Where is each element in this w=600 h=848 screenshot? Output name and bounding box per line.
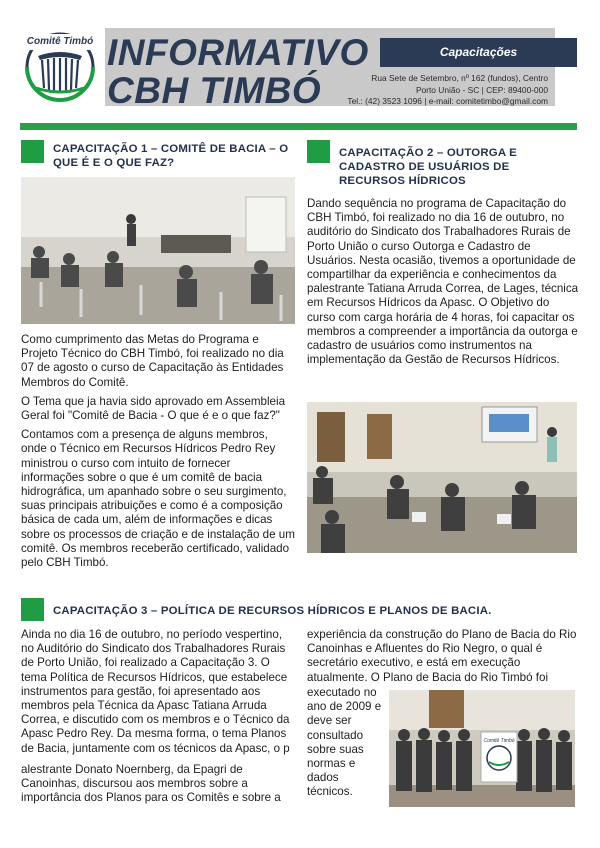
article3-right-paragraph-2: executado no ano de 2009 e deve ser consultado sobre suas normas e dados técnicos. [307, 686, 382, 799]
article3-right-paragraph-1: experiência da construção do Plano de Bacia do Rio Canoinhas e Afluentes do Rio Negro, o qual é secretário executivo, e está em execução atualmente. O Plano de Bacia do Rio Timbó foi [307, 628, 577, 684]
article1-title: CAPACITAÇÃO 1 – COMITÊ DE BACIA – O QUE É E O QUE FAZ? [53, 143, 289, 169]
title-line-1: INFORMATIVO [107, 32, 369, 73]
logo-text: Comitê Timbó [26, 36, 94, 47]
article1-marker [21, 140, 44, 163]
article2-body [307, 197, 579, 372]
address-line-3: Tel.: (42) 3523 1096 | e-mail: comitetimbo@gmail.com [347, 96, 548, 106]
title-line-2: CBH TIMBÓ [107, 70, 322, 111]
contact-address [347, 73, 548, 108]
article3-left-column [21, 628, 297, 810]
article3-left-paragraph-1: Ainda no dia 16 de outubro, no período vespertino, no Auditório do Sindicato dos Trabalhadores Rurais de Porto União, foi realizado a Capacitação 3. O tema Política de Recursos Hídricos, que estabelece instrumentos para gestão, foi apresentado aos membros pela Técnica da Apasc Tatiana Arruda Correa, e discutido com os membros e o Técnico da Apasc Pedro Rey. Da mesma forma, o tema Planos de Bacia, juntamente com os técnicos da Apasc, o p [21, 628, 290, 755]
article3-left-paragraph-2: alestrante Donato Noernberg, da Epagri de Canoinhas, discursou aos membros sobre a importância dos Planos para os Comitês e sobre a [21, 762, 281, 805]
article1-paragraph-1: Como cumprimento das Metas do Programa e Projeto Técnico do CBH Timbó, foi realizado no dia 07 de agosto o curso de Capacitação às Entidades Membros do Comitê. [21, 333, 284, 389]
banner-text: Comitê Timbó [483, 738, 515, 744]
cbh-timbo-logo [20, 22, 100, 104]
article2-photo [307, 402, 577, 553]
article3-right-column [307, 628, 579, 690]
address-line-1: Rua Sete de Setembro, nº 162 (fundos), Centro [371, 73, 548, 83]
article3-group-photo [389, 690, 575, 807]
article3-marker [21, 598, 44, 621]
article2-title: CAPACITAÇÃO 2 – OUTORGA E CADASTRO DE USUÁRIOS DE RECURSOS HÍDRICOS [339, 147, 517, 187]
article1-body [21, 333, 295, 575]
article1-paragraph-2: O Tema que ja havia sido aprovado em Assembleia Geral foi "Comitê de Bacia - O que é e o que faz?" [21, 394, 286, 423]
section-label: Capacitações [380, 38, 577, 67]
address-line-2: Porto União - SC | CEP: 89400-000 [415, 84, 548, 95]
article2-paragraph-1: Dando sequência no programa de Capacitação do CBH Timbó, foi realizado no dia 16 de outubro, no auditório do Sindicato dos Trabalhadores Rurais de Porto União o curso Outorga e Cadastro de Usuários. Nesta ocasião, tivemos a oportunidade de compartilhar da experiência e conhecimentos da palestrante Tatiana Arruda Correa, de Lages, técnica em Recursos Hídricos da Apasc. O Objetivo do curso com carga horária de 4 horas, foi capacitar os membros a compreender a importância da outorga e cadastro de usuários como instrumentos na implementação da Gestão de Recursos Hídricos. [307, 197, 579, 367]
article1-photo [21, 177, 295, 324]
article1-paragraph-3: Contamos com a presença de alguns membros, onde o Técnico em Recursos Hídricos Pedro Rey ministrou o curso com intuito de fornecer informações sobre o que é um comitê de bacia hidrográfica, um apanhado sobre o seu surgimento, suas principais atribuições e como é a composição básica de cada um, além de informações e dicas sobre os processos de criação e de instalação de um comitê. Os membros receberão certificado, validado pelo CBH Timbó. [21, 428, 295, 570]
newsletter-title [107, 34, 369, 110]
article2-marker [307, 140, 330, 163]
article3-title: CAPACITAÇÃO 3 – POLÍTICA DE RECURSOS HÍDRICOS E PLANOS DE BACIA. [53, 605, 492, 617]
header-divider [20, 123, 577, 130]
article3-right-wrap-text [307, 686, 387, 805]
